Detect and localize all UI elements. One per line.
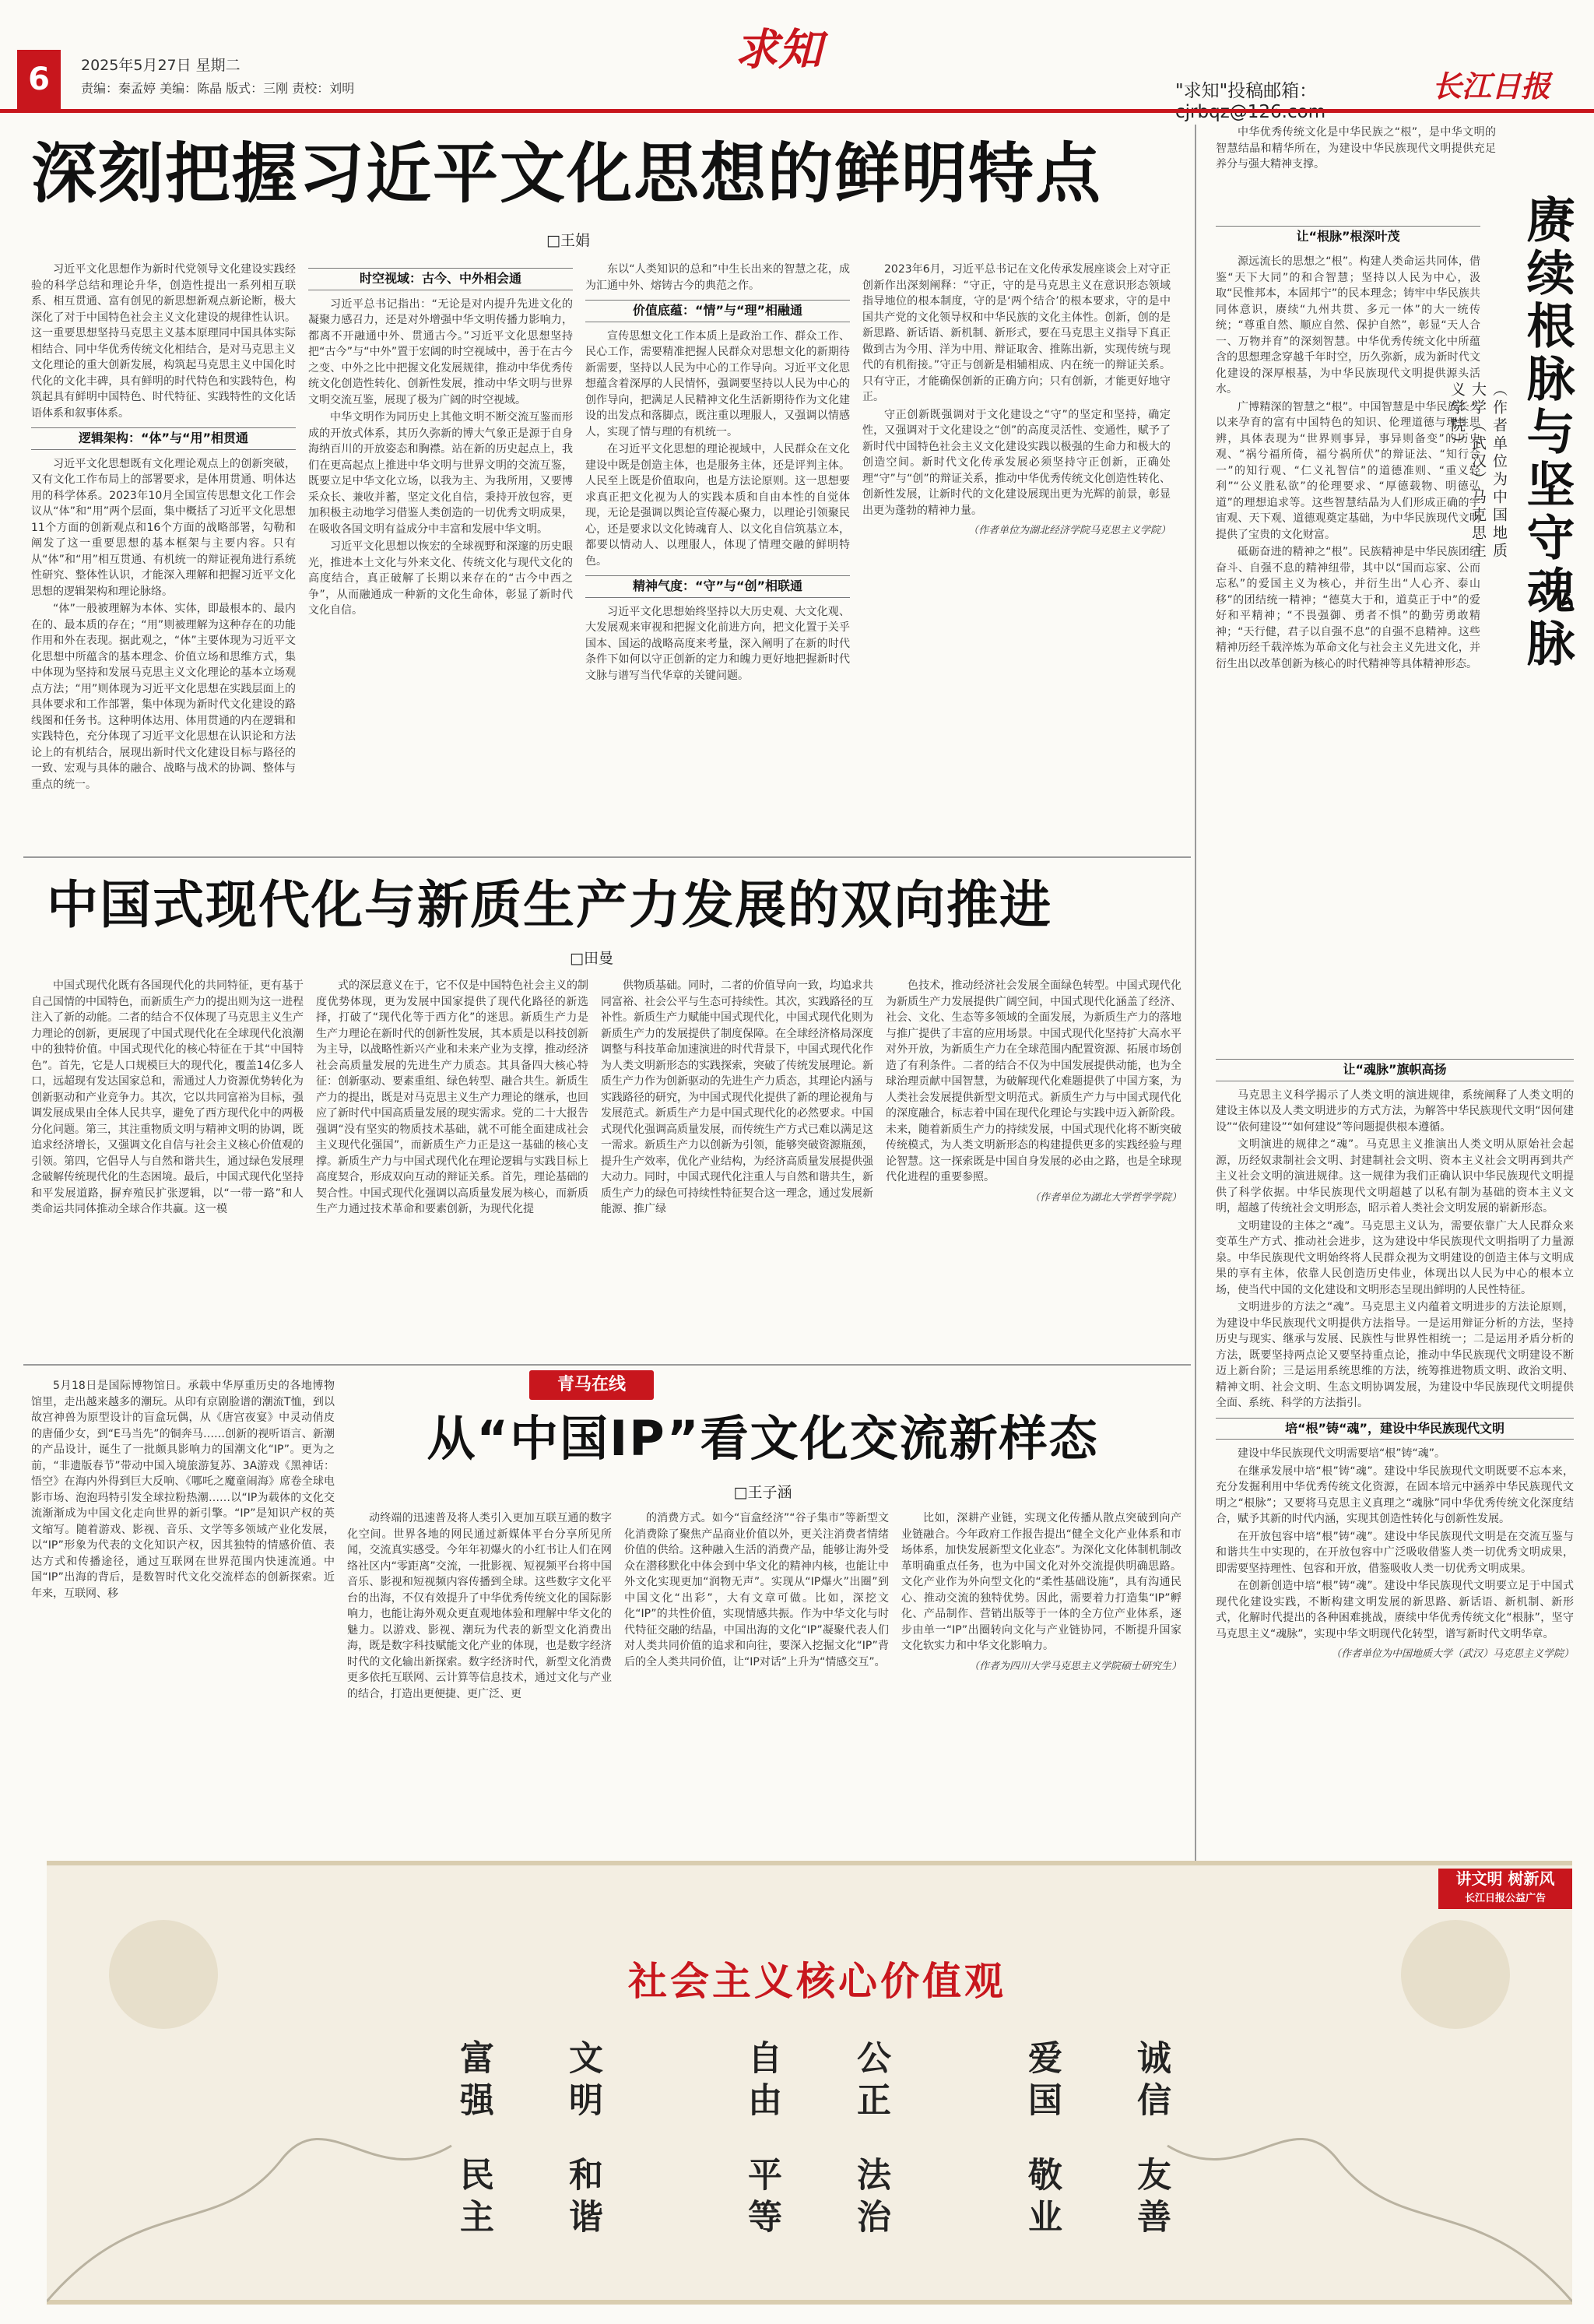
article2-column-1 [31, 978, 304, 1359]
article1-column-1 [31, 262, 296, 844]
value-youshan: 友善 [1131, 2157, 1171, 2241]
value-wenming: 文明 [563, 2040, 602, 2124]
paragraph: 中华文明作为同历史上其他文明不断交流互鉴而形成的开放式体系，其历久弥新的博大气象正是源于自身海纳百川的开放姿态和胸襟。站在新的历史起点上，我们在更高起点上推进中华文明与世界文明的交流互鉴，既要立足中华文化立场，以我为主、为我所用，又要博采众长、兼收并蓄，坚定文化自信，秉持开放包容，更加积极主动地学习借鉴人类创造的一切优秀文明成果，在吸收各国文明有益成分中丰富和发展中华文明。 [308, 411, 573, 536]
article3-byline: □王子涵 [733, 1484, 792, 1501]
section-badge: 青马在线 [529, 1370, 654, 1400]
decorative-circle [109, 1920, 218, 2029]
column-divider [1195, 125, 1196, 2055]
paragraph: 的消费方式。如今“盲盒经济”“谷子集市”等新型文化消费除了聚焦产品商业价值以外，更关注消费者情绪价值的供给。这种融入生活的消费产品，能够让海外受众在潜移默化中体会到中华文化的精神内核，也能让中外文化实现更加“润物无声”。实现从“IP爆火”出圈”到中国文化“出彩”，大有文章可做。比如，深挖文化“IP”的共性价值，实现情感共振。作为中华文化与时代特征交融的结晶，中国出海的文化“IP”凝聚代表人们对人类共同价值的追求和向往，要深入挖掘文化“IP”背后的全人类共同价值，让“IP对话”上升为“情感交互”。 [624, 1512, 889, 1668]
article2-author: （作者单位为湖北大学哲学学院） [1029, 1191, 1181, 1204]
paragraph: 色技术，推动经济社会发展全面绿色转型。中国式现代化为新质生产力发展提供广阔空间，中国式现代化涵盖了经济、社会、文化、生态等多领域的全面发展，为新质生产力的落地与推广提供了丰富的应用场景。中国式现代化坚持扩大高水平对外开放，为新质生产力在全球范围内配置资源、拓展市场创造了有利条件。二者的结合不仅为中国发展提供动能，也为全球治理贡献中国智慧，为破解现代化难题提供了中国方案，为人类社会发展提供新型文明范式。新质生产力与中国式现代化的深度融合，标志着中国在现代化理论与实践中迈入新阶段。未来，随着新质生产力的持续发展，中国式现代化将不断突破传统模式，为人类文明新形态的构建提供更多的实践经验与理论智慧。这一探索既是中国自身发展的必由之路，也是全球现代化进程的重要参照。 [886, 979, 1181, 1183]
value-gongzheng: 公正 [851, 2040, 890, 2124]
paragraph: 习近平文化思想作为新时代党领导文化建设实践经验的科学总结和理论升华，创造性提出一系列相互联系、相互贯通、富有创见的新思想新观点新论断，极大深化了对于中国特色社会主义文化建设的规律性认识。这一重要思想坚持马克思主义基本原理同中国具体实际相结合、同中华优秀传统文化相结合，是对马克思主义文化理论的重大创新发展，构筑起马克思主义中国化时代化的文化丰碑，具有鲜明的时代特色和实践特色，构筑起具有鲜明中国特色、时代特征、实践特性的文化话语体系和叙事体系。 [31, 263, 296, 420]
paragraph: 比如，深耕产业链，实现文化传播从散点突破到向产业链融合。今年政府工作报告提出“健全文化产业体系和市场体系，加快发展新型文化业态”。为深化文化体制机制改革明确重点任务，也为中国文化对外交流提供明确思路。文化产业作为外向型文化的“柔性基础设施”，具有沟通民心、推动交流的独特优势。因此，需要着力打造集“IP”孵化、产品制作、营销出版等于一体的全方位产业体系，逐步由单一“IP”出圈转向文化与产业链协同，不断提升国家文化软实力和中华文化影响力。 [901, 1512, 1181, 1652]
article1-column-3 [585, 262, 850, 844]
paragraph: 习近平总书记指出：“无论是对内提升先进文化的凝聚力感召力，还是对外增强中华文明传播力影响力，都离不开融通中外、贯通古今。”习近平文化思想坚持把“古今”与“中外”置于宏阔的时空视域中，善于在古今之变、中外之比中把握文化发展规律，推动中华优秀传统文化创造性转化、创新性发展，推动中华文明与世界文明交流互鉴，展现了极为广阔的时空视域。 [308, 297, 573, 406]
paragraph: 中国式现代化既有各国现代化的共同特征，更有基于自己国情的中国特色，而新质生产力的提出则为这一进程注入了新的动能。二者的结合不仅体现了马克思主义生产力理论的创新，更展现了中国式现代化在全球现代化浪潮中的独特价值。中国式现代化的核心特征在于其“中国特色”。首先，它是人口规模巨大的现代化，覆盖14亿多人口，远超现有发达国家总和，需通过人力资源优势转化为创新驱动和产业竞争力。其次，它以共同富裕为目标，强调发展成果由全体人民共享，避免了西方现代化中的两极分化问题。第三，其注重物质文明与精神文明的协调，既追求经济增长，又强调文化自信与社会主义核心价值观的引领。第四，它倡导人与自然和谐共生，通过绿色发展理念破解传统现代化的生态困境。最后，中国式现代化坚持和平发展道路，摒弃殖民扩张逻辑，以“一带一路”和人类命运共同体推动全球合作共赢。这一模 [31, 979, 304, 1215]
subheading: 逻辑架构：“体”与“用”相贯通 [31, 427, 296, 450]
paragraph: 文明进步的方法之“魂”。马克思主义内蕴着文明进步的方法论原则，为建设中华民族现代文明提供方法指导。一是运用辩证分析的方法，坚持历史与现实、继承与发展、民族性与世界性相统一；二是运用矛盾分析的方法，既要坚持两点论又要坚持重点论，推动中华民族现代文明建设不断迈上新台阶；三是运用系统思维的方法，统筹推进物质文明、政治文明、精神文明、社会文明、生态文明协调发展，为建设中华民族现代文明提供全面、系统、科学的方法指引。 [1216, 1301, 1574, 1409]
article1-column-4 [862, 262, 1171, 844]
paragraph: 马克思主义科学揭示了人类文明的演进规律，系统阐释了人类文明的建设主体以及人类文明进步的方式方法，为解答中华民族现代文明“因何建设”“依何建设”“如何建设”等问题提供根本遵循。 [1216, 1088, 1574, 1134]
paragraph: 习近平文化思想始终坚持以大历史观、大文化观、大发展观来审视和把握文化前进方向，把文化置于关乎国本、国运的战略高度来考量，深入阐明了在新的时代条件下如何以守正创新的定力和魄力更好地把握新时代文脉与谱写当代华章的关键问题。 [585, 605, 850, 682]
divider [23, 856, 1191, 858]
date-line: 2025年5月27日 星期二 [81, 57, 241, 74]
paragraph: 文明建设的主体之“魂”。马克思主义认为，需要依靠广大人民群众来变革生产方式、推动社会进步，这为建设中华民族现代文明指明了力量源泉。中华民族现代文明始终将人民群众视为文明建设的创造主体与文明成果的享有主体，依靠人民创造历史伟业，体现出以人民为中心的根本立场，使当代中国的文化建设和文明形态呈现出鲜明的人民性特征。 [1216, 1219, 1574, 1296]
paragraph: 宣传思想文化工作本质上是政治工作、群众工作、民心工作，需要精准把握人民群众对思想文化的新期待新需要，坚持以人民为中心的工作导向。习近平文化思想蕴含着深厚的人民情怀，强调要坚持以人民为中心的创作导向，把满足人民精神文化生活新期待作为文化建设的出发点和落脚点，既注重以理服人，又强调以情感人，实现了情与理的有机统一。 [585, 329, 850, 438]
value-fuqiang: 富强 [454, 2040, 493, 2124]
paragraph: 在习近平文化思想的理论视域中，人民群众在文化建设中既是创造主体，也是服务主体，还是评判主体。人民至上既是价值取向，也是方法论原则。这一思想要求真正把文化视为人的实践本质和自由本性的自觉体现，无论是强调以舆论宣传凝心聚力，以理论引领聚民心，还是要求以文化铸魂育人、以文化自信筑基立本，都要以情动人、以理服人，体现了情理交融的鲜明特色。 [585, 443, 850, 568]
paragraph: 文明演进的规律之“魂”。马克思主义推演出人类文明从原始社会起源，历经奴隶制社会文明、封建制社会文明、资本主义社会文明再到共产主义社会文明的演进规律。这一规律为我们正确认识中华民族现代文明提供了科学依据。中华民族现代文明超越了以私有制为基础的资本主义文明，超越了传统社会文明形态，昭示着人类社会文明发展的崭新形态。 [1216, 1138, 1574, 1215]
article2-column-4 [886, 978, 1181, 1359]
article2-column-2 [316, 978, 588, 1359]
page-number: 6 [17, 50, 61, 109]
ad-brand-top: 讲文明 树新风 [1455, 1869, 1555, 1888]
sidebar-subheading-1 [1216, 220, 1480, 243]
section-name: 求知 [735, 24, 822, 76]
value-ziyou: 自由 [742, 2040, 781, 2124]
value-fazhi: 法治 [851, 2157, 890, 2241]
decorative-stroke [47, 2139, 451, 2301]
sidebar-author-note: （作者单位为中国地质大学（武汉）马克思主义学院） [1330, 1648, 1574, 1660]
sidebar-column-1 [1216, 254, 1480, 1040]
article3-title: 从“中国IP”看文化交流新样态 [427, 1410, 1099, 1467]
paragraph: 建设中华民族现代文明需要培“根”铸“魂”。 [1238, 1447, 1446, 1460]
divider [23, 1364, 1191, 1366]
paragraph: 东以“人类知识的总和”中生长出来的智慧之花，成为汇通中外、熔铸古今的典范之作。 [585, 263, 850, 292]
paper-name: 长江日报 [1432, 69, 1551, 104]
article1-byline: □王娟 [546, 232, 590, 249]
paragraph: 习近平文化思想以恢宏的全球视野和深邃的历史眼光，推进本土文化与外来文化、传统文化与现代文化的高度结合，真正破解了长期以来存在的“古今中西之争”，从而融通成一种新的文化生命体，彰显了新时代文化自信。 [308, 540, 573, 617]
subheading: 时空视域：古今、中外相会通 [308, 268, 573, 290]
paragraph: 中华优秀传统文化是中华民族之“根”，是中华文明的智慧结晶和精华所在，为建设中华民族现代文明提供充足养分与强大精神支撑。 [1216, 126, 1496, 171]
ad-title: 社会主义核心价值观 [628, 1959, 1006, 2004]
subheading: 培“根”铸“魂”，建设中华民族现代文明 [1216, 1418, 1574, 1440]
subheading: 价值底蕴：“情”与“理”相融通 [585, 300, 850, 322]
email-line: "求知"投稿邮箱： [1175, 81, 1318, 101]
article1-title: 深刻把握习近平文化思想的鲜明特点 [31, 135, 1103, 212]
article1-author: （作者单位为湖北经济学院马克思主义学院） [967, 525, 1171, 536]
article2-column-3 [601, 978, 873, 1359]
sidebar-author: （作者单位为中国地质大学（武汉）马克思主义学院） [1448, 381, 1508, 561]
paragraph: 5月18日是国际博物馆日。承载中华厚重历史的各地博物馆里，走出越来越多的潮玩。从印有京剧脸谱的潮流T恤，到以故宫神兽为原型设计的盲盒玩偶，从《唐宫夜宴》中灵动俏皮的唐俑少女，到“E马当先”的铜奔马……创新的视听语言、新潮的产品设计，诞生了一批颇具影响力的国潮文化“IP”。更为之前，“非遗版春节”带动中国入境旅游复苏、3A游戏《黑神话：悟空》在海内外得到巨大反响、《哪吒之魔童闹海》席卷全球电影市场、泡泡玛特引发全球拉粉热潮……以“IP为载体的文化交流渐渐成为中国文化走向世界的新引擎。“IP”是知识产权的英文缩写。随着游戏、影视、音乐、文学等多领域产业化发展，以“IP”形象为代表的文化知识产权，因其独特的情感价值、表达方式和传播途径，通过互联网在世界范围内快速流通。中国“IP”出海的背后，是数智时代文化交流样态的创新探索。近年来，互联网、移 [31, 1380, 335, 1600]
article3-author: （作者为四川大学马克思主义学院硕士研究生） [968, 1660, 1181, 1672]
decorative-stroke [1167, 2139, 1572, 2301]
paragraph: 习近平文化思想既有文化理论观点上的创新突破，又有文化工作布局上的部署要求，是体用贯通、明体达用的科学体系。2023年10月全国宣传思想文化工作会议从“体”和“用”两个层面，集中概括了习近平文化思想11个方面的创新观点和16个方面的战略部署，勾勒和阐发了这一重要思想的基本框架与主要内容。只有从“体”和“用”相互贯通、有机统一的辩证视角进行系统性研究、整体性认识，才能深入理解和把握习近平文化思想的逻辑架构和理论脉络。 [31, 457, 296, 598]
paragraph: 式的深层意义在于，它不仅是中国特色社会主义的制度优势体现，更为发展中国家提供了现代化路径的新选择，打破了“现代化等于西方化”的迷思。新质生产力是生产力理论在新时代的创新性发展，其本质是以科技创新为主导，以战略性新兴产业和未来产业为支撑，推动经济社会高质量发展的先进生产力质态。其具备四大核心特征：创新驱动、要素重组、绿色转型、融合共生。新质生产力的提出，既是对马克思主义生产力理论的继承，也回应了新时代中国高质量发展的现实需求。党的二十大报告强调“没有坚实的物质技术基础，就不可能全面建成社会主义现代化强国”，而新质生产力正是这一基础的核心支撑。新质生产力与中国式现代化在理论逻辑与实践目标上高度契合，形成双向互动的辩证关系。首先，理论基础的契合性。中国式现代化强调以高质量发展为核心，而新质生产力通过技术革命和要素创新，为现代化提 [316, 979, 588, 1215]
value-hexie: 和谐 [563, 2157, 602, 2241]
article2-byline: □田曼 [570, 950, 613, 967]
sidebar-intro [1216, 125, 1496, 210]
value-pingdeng: 平等 [742, 2157, 781, 2241]
subheading: 让“根脉”根深叶茂 [1216, 226, 1480, 243]
masthead-rule [0, 109, 1594, 113]
paragraph: 2023年6月，习近平总书记在文化传承发展座谈会上对守正创新作出深刻阐释：“守正，守的是马克思主义在意识形态领域指导地位的根本制度，守的是‘两个结合’的根本要求，守的是中国共产党的文化领导权和中华民族的文化主体性。创新，创的是新思路、新话语、新机制、新形式，要在马克思主义指导下真正做到古为今用、洋为中用、辩证取舍、推陈出新，实现传统与现代的有机衔接。”守正与创新是相辅相成、内在统一的辩证关系。只有守正，才能确保创新的正确方向；只有创新，才能更好地守正。 [862, 263, 1171, 403]
paragraph: 广博精深的智慧之“根”。中国智慧是中华民族长久以来孕育的富有中国特色的知识、伦理道德与理性思辨，具体表现为“世界则事异，事异则备变”的历史观、“祸兮福所倚，福兮祸所伏”的辩证法、“知行合一”的知行观、“仁义礼智信”的道德准则、“重义轻利”“公义胜私欲”的伦理要求、“厚德载物、明德弘道”的理想追求等。这些智慧结晶为人们形成正确的宇宙观、天下观、道德观奠定基础，为中华民族现代文明提供了宝贵的文化财富。 [1216, 400, 1480, 541]
paragraph: 在开放包容中培“根”铸“魂”。建设中华民族现代文明是在交流互鉴与和谐共生中实现的，在开放包容中广泛吸收借鉴人类一切优秀文明成果，即需要坚持理性、包容和开放，借鉴吸收人类一切优秀文明成果。 [1216, 1530, 1574, 1575]
value-chengxin: 诚信 [1131, 2040, 1171, 2124]
ad-brand-box [1438, 1869, 1572, 1909]
article1-column-2 [308, 262, 573, 844]
paragraph: 源远流长的思想之“根”。构建人类命运共同体，借鉴“天下大同”的和合智慧；坚持以人民为中心，汲取“民惟邦本，本固邦宁”的民本理念；铸牢中华民族共同体意识，赓续“九州共贯、多元一体”的大一统传统；“尊重自然、顺应自然、保护自然”，彰显“天人合一、万物并育”的深刻智慧。中华优秀传统文化中所蕴含的思想理念穿越千年时空，历久弥新，成为新时代文化建设的深厚根基，为中华民族现代文明提供源头活水。 [1216, 255, 1480, 396]
value-aiguo: 爱国 [1022, 2040, 1062, 2124]
article3-column-4 [901, 1510, 1181, 1814]
staff-line: 责编：秦孟婷 美编：陈晶 版式：三刚 责校：刘明 [81, 81, 355, 96]
ink-landscape-decoration [47, 1865, 1572, 2309]
article2-title: 中国式现代化与新质生产力发展的双向推进 [47, 875, 1052, 935]
article3-column-3 [624, 1510, 889, 1814]
value-jingye: 敬业 [1022, 2157, 1062, 2241]
paragraph: 动终端的迅速普及将人类引入更加互联互通的数字化空间。世界各地的网民通过新媒体平台分享所见所闻，交流真实感受。今年年初爆火的小红书让人们在网络社区内“零距离”交流，一批影视、短视频平台将中国音乐、影视和短视频内容传播到全球。这些数字文化平台的出海，不仅有效提升了中华优秀传统文化的国际影响力，也能让海外观众更直观地体验和理解中华文化的魅力。以游戏、影视、潮玩为代表的新型文化消费出海，既是数字科技赋能文化产业的体现，也是数字经济时代的文化输出新探索。数字经济时代，新型文化消费更多依托互联网、云计算等信息技术，通过文化与产业的结合，打造出更便捷、更广泛、更 [347, 1512, 612, 1700]
article3-column-1 [31, 1378, 335, 1814]
sidebar-title: 赓续根脉与坚守魂脉 [1519, 195, 1575, 671]
ad-panel [47, 1861, 1572, 2305]
paragraph: 在继承发展中培“根”铸“魂”。建设中华民族现代文明既要不忘本来，充分发掘利用中华优秀传统文化资源，在固本培元中涵养中华民族现代文明之“根脉”；又要将马克思主义真理之“魂脉”同中华优秀传统文化深度结合，赋予其新的时代内涵，实现其创造性转化与创新性发展。 [1216, 1464, 1574, 1525]
value-minzhu: 民主 [454, 2157, 493, 2241]
paragraph: “体”一般被理解为本体、实体，即最根本的、最内在的、最本质的存在；“用”则被理解为这种存在的功能作用和外在表现。据此观之，“体”主要体现为习近平文化思想中所蕴含的基本理念、价值立场和思维方式，集中体现为坚持和发展马克思主义文化理论的基本立场观点方法；“用”则体现为习近平文化思想在实践层面上的具体要求和工作部署，集中体现为新时代文化建设的路线图和任务书。这种明体达用、体用贯通的内在逻辑和实践特色，充分体现了习近平文化思想在认识论和方法论上的有机结合，展现出新时代文化建设目标与路径的一致、宏观与具体的融合、战略与战术的协调、整体与重点的统一。 [31, 603, 296, 791]
paragraph: 供物质基础。同时，二者的价值导向一致，均追求共同富裕、社会公平与生态可持续性。其次，实践路径的互补性。新质生产力赋能中国式现代化，中国式现代化则为新质生产力的发展提供了制度保障。在全球经济格局深度调整与科技革命加速演进的时代背景下，中国式现代化作为人类文明新形态的实践探索，突破了传统发展理论。新质生产力作为创新驱动的先进生产力质态，其理论内涵与实践路径的研究，为中国式现代化提供了新的理论视角与发展范式。新质生产力是中国式现代化的必然要求。中国式现代化强调高质量发展，而传统生产方式已难以满足这一需求。新质生产力以创新为引领，能够突破资源瓶颈，提升生产效率，优化产业结构，为经济高质量发展提供强大动力。同时，中国式现代化注重人与自然和谐共生，新质生产力的绿色可持续性特征契合这一理念，通过发展新能源、推广绿 [601, 979, 873, 1215]
paragraph: 砥砺奋进的精神之“根”。民族精神是中华民族团结奋斗、自强不息的精神纽带，其中以“国而忘家、公而忘私”的爱国主义为核心，并衍生出“人心齐、泰山移”的团结统一精神；“德莫大于和，道莫正于中”的爱好和平精神；“不畏强御、勇者不惧”的勤劳勇敢精神；“天行健，君子以自强不息”的自强不息精神。这些精神历经千载淬炼为革命文化与社会主义先进文化，并衍生出以改革创新为核心的时代精神等具体精神形态。 [1216, 546, 1480, 670]
paragraph: 守正创新既强调对于文化建设之“守”的坚定和坚持，确定性，又强调对于文化建设之“创”的高度灵活性、变通性，赋予了新时代中国特色社会主义文化建设实践以极强的生命力和极大的创造空间。新时代文化传承发展必须坚持守正创新，正确处理“守”与“创”的辩证关系，推动中华优秀传统文化创造性转化、创新性发展，让新时代的文化建设展现出更为光辉的前景，彰显出更为蓬勃的精神力量。 [862, 408, 1171, 517]
subheading: 精神气度：“守”与“创”相联通 [585, 575, 850, 598]
ad-brand-sub: 长江日报公益广告 [1464, 1893, 1546, 1904]
article3-column-2 [347, 1510, 612, 1814]
subheading: 让“魂脉”旗帜高扬 [1216, 1059, 1574, 1081]
decorative-circle [1401, 1920, 1510, 2029]
paragraph: 在创新创造中培“根”铸“魂”。建设中华民族现代文明要立足于中国式现代化建设实践，不断构建文明发展的新思路、新话语、新机制、新形式，化解时代提出的各种困难挑战，赓续中华优秀传统文化“根脉”，坚守马克思主义“魂脉”，实现中华文明现代化转型，谱写新时代文明华章。 [1216, 1580, 1574, 1640]
